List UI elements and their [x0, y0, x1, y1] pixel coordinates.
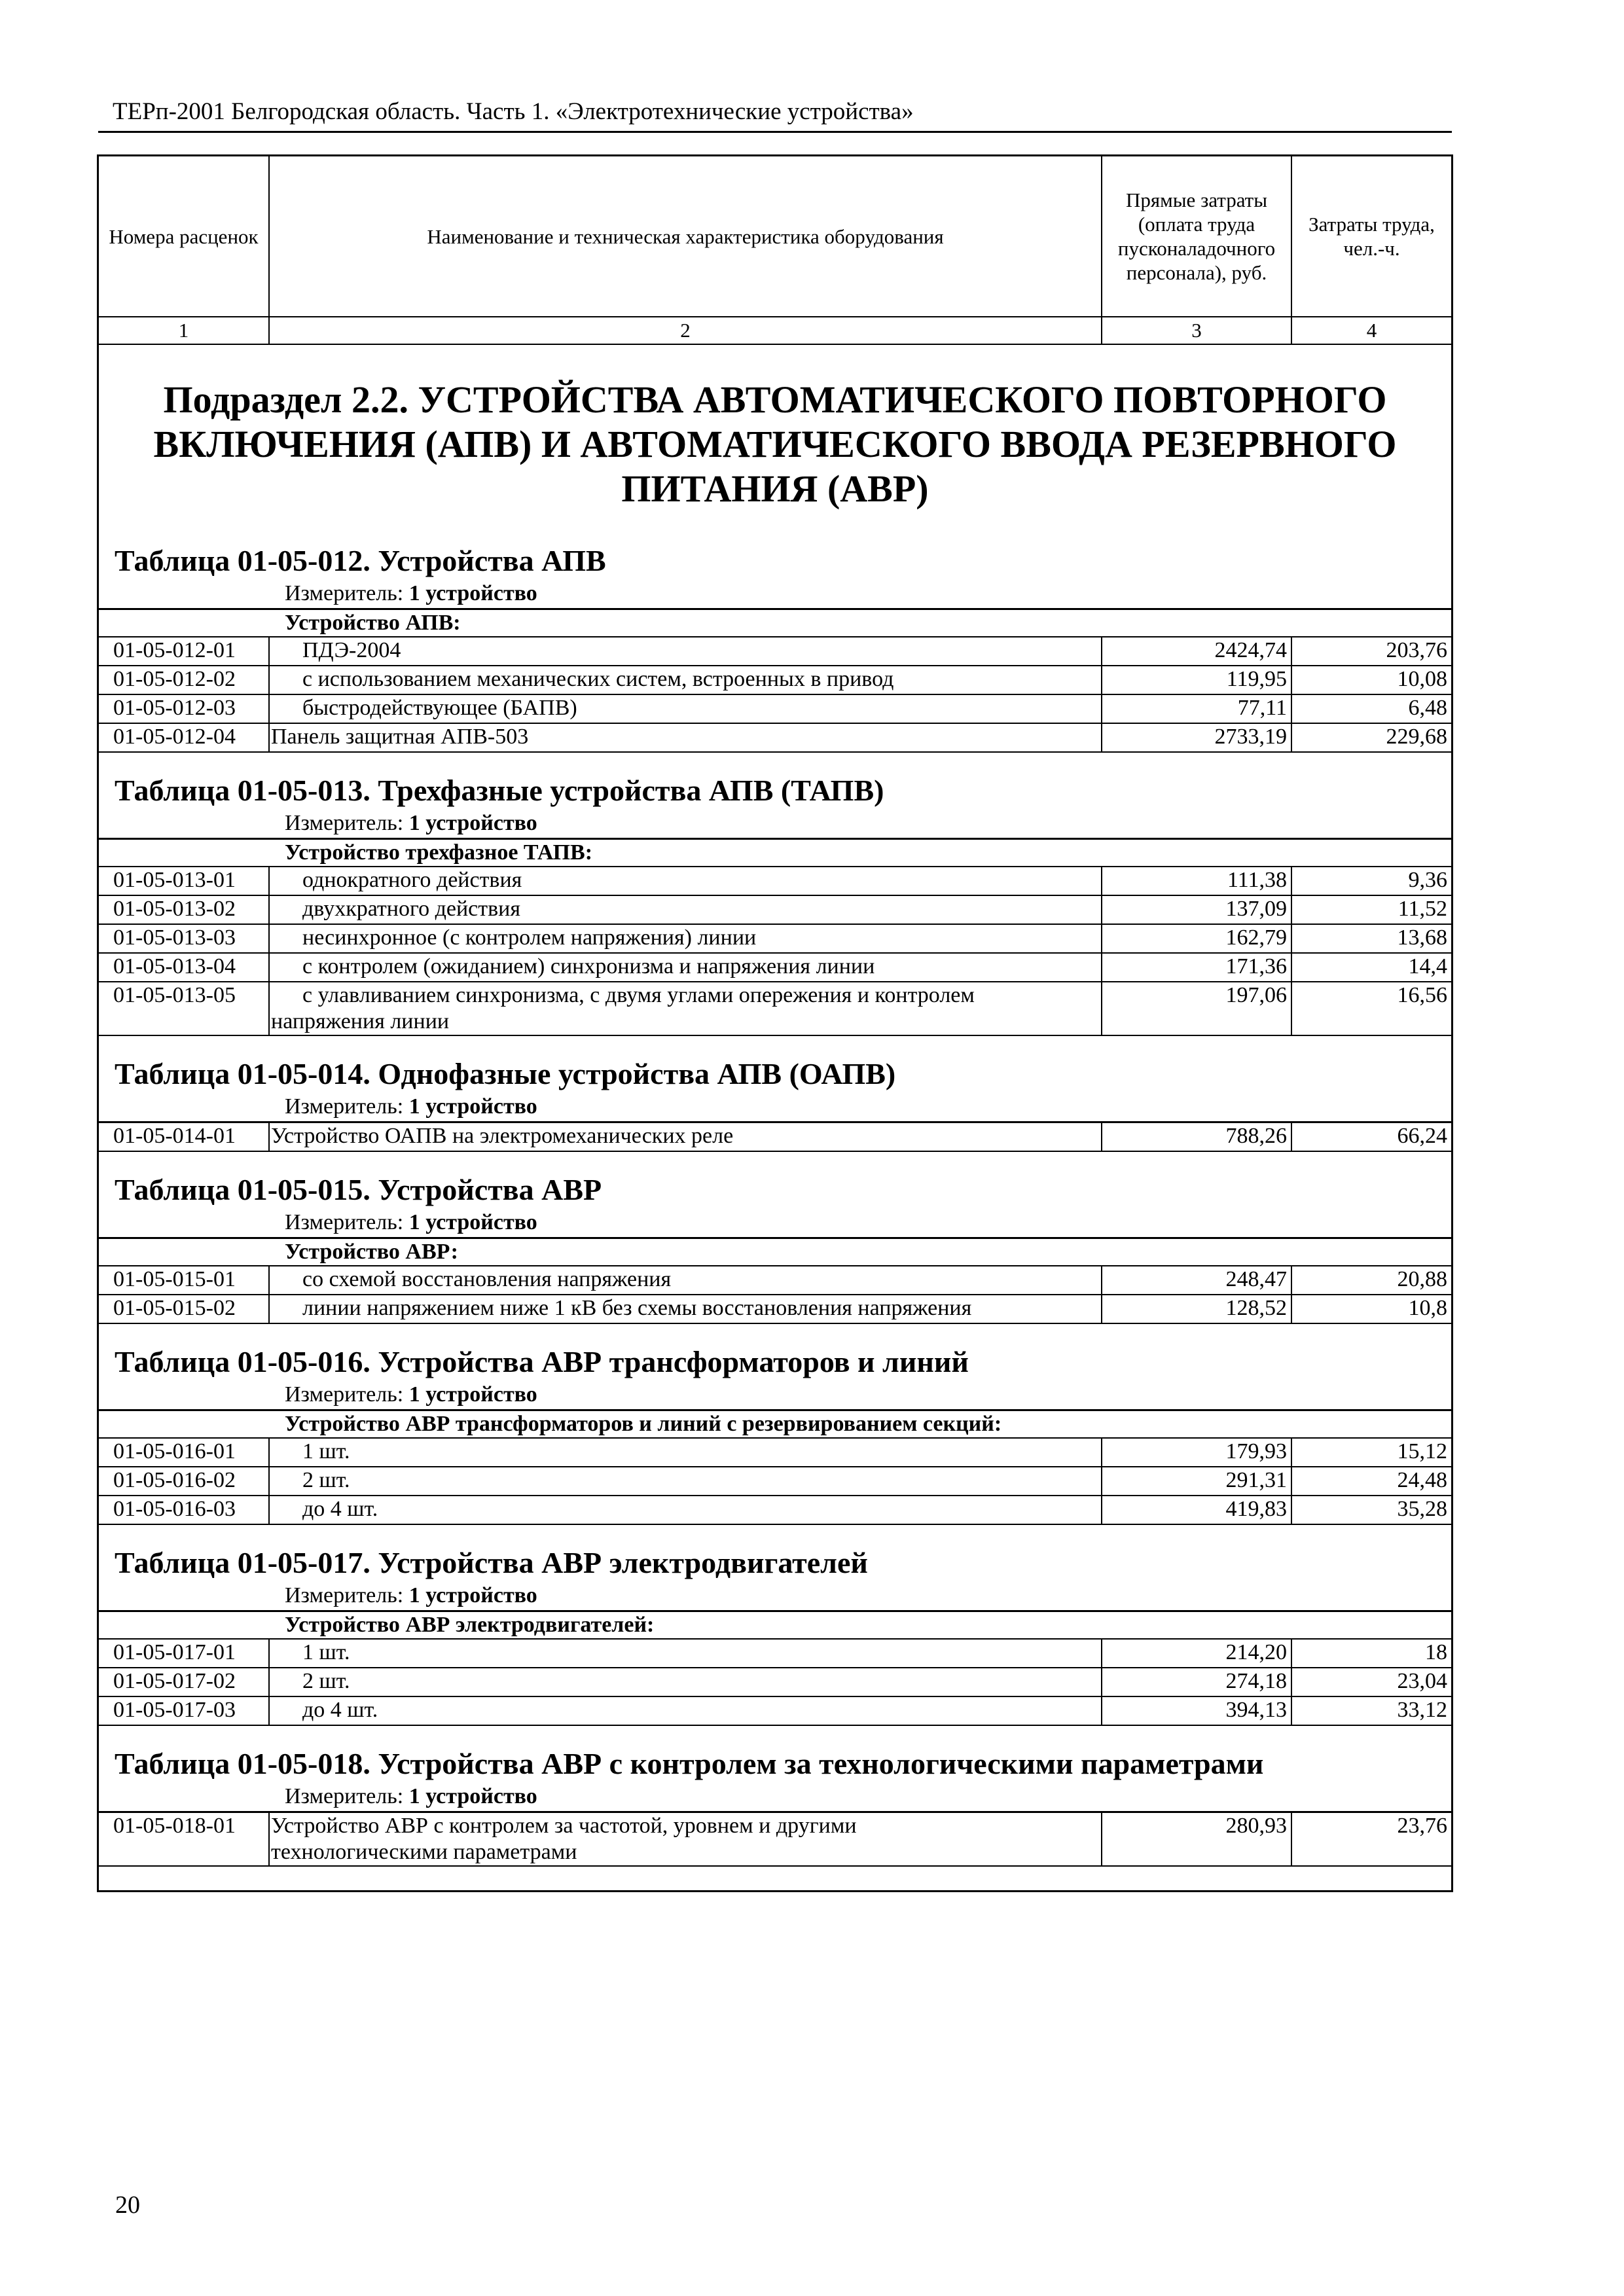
- table-title: Таблица 01-05-016. Устройства АВР трансформаторов и линий: [115, 1345, 969, 1378]
- equipment-name-text: Устройство АВР с контролем за частотой, уровнем и другими: [271, 1814, 857, 1838]
- column-header-codes: Номера расценок: [99, 156, 269, 317]
- equipment-name-text: 2 шт.: [302, 1468, 350, 1492]
- equipment-name-continuation: напряжения линии: [271, 1009, 450, 1033]
- table-row: [99, 723, 1451, 752]
- direct-cost: 419,83: [1102, 1496, 1291, 1524]
- labor-cost: 66,24: [1291, 1122, 1451, 1152]
- table-title: Таблица 01-05-018. Устройства АВР с контролем за технологическими параметрами: [115, 1747, 1264, 1780]
- measure-label: Измеритель:: [285, 811, 404, 835]
- labor-cost: 24,48: [1291, 1467, 1451, 1496]
- table-title: Таблица 01-05-013. Трехфазные устройства АПВ (ТАПВ): [115, 774, 884, 807]
- direct-cost: 171,36: [1102, 953, 1291, 982]
- price-table: [99, 838, 1451, 1036]
- equipment-name: [269, 953, 1102, 982]
- rate-code: 01-05-012-01: [99, 637, 269, 666]
- table-row: [99, 1639, 1451, 1668]
- equipment-name: [269, 1496, 1102, 1524]
- rate-code: 01-05-015-01: [99, 1266, 269, 1295]
- measure-unit: 1 устройство: [408, 811, 537, 835]
- rate-code: 01-05-017-02: [99, 1668, 269, 1696]
- direct-cost: 788,26: [1102, 1122, 1291, 1152]
- labor-cost: 229,68: [1291, 723, 1451, 752]
- labor-cost: 13,68: [1291, 924, 1451, 953]
- direct-cost: 162,79: [1102, 924, 1291, 953]
- price-table-block: [99, 1746, 1451, 1867]
- equipment-name: [269, 694, 1102, 723]
- equipment-name: [269, 1639, 1102, 1668]
- direct-cost: 77,11: [1102, 694, 1291, 723]
- group-label: Устройство АВР электродвигателей:: [99, 1611, 1451, 1640]
- tables-container: [99, 543, 1451, 1867]
- equipment-name: [269, 1812, 1102, 1867]
- column-number: 2: [269, 317, 1102, 344]
- measure-unit: 1 устройство: [408, 1094, 537, 1119]
- section-title: Подраздел 2.2. УСТРОЙСТВА АВТОМАТИЧЕСКОГО ПОВТОРНОГО ВКЛЮЧЕНИЯ (АПВ) И АВТОМАТИЧЕСКОГО ВВОДА РЕЗЕРВНОГО ПИТАНИЯ (АВР): [153, 378, 1397, 510]
- group-row: [99, 1611, 1451, 1640]
- rate-code: 01-05-012-02: [99, 666, 269, 694]
- price-table-block: [99, 772, 1451, 1036]
- equipment-name: [269, 1295, 1102, 1323]
- equipment-name-text: линии напряжением ниже 1 кВ без схемы восстановления напряжения: [302, 1296, 972, 1320]
- equipment-name-text: 2 шт.: [302, 1669, 350, 1693]
- labor-cost: 23,76: [1291, 1812, 1451, 1867]
- table-row: [99, 895, 1451, 924]
- labor-cost: 16,56: [1291, 982, 1451, 1035]
- equipment-name: [269, 982, 1102, 1035]
- table-title: Таблица 01-05-015. Устройства АВР: [115, 1173, 602, 1206]
- group-row: [99, 1410, 1451, 1439]
- equipment-name: [269, 1438, 1102, 1467]
- measure-unit: 1 устройство: [408, 1784, 537, 1808]
- direct-cost: 394,13: [1102, 1696, 1291, 1725]
- labor-cost: 11,52: [1291, 895, 1451, 924]
- rate-code: 01-05-013-03: [99, 924, 269, 953]
- equipment-name: [269, 1266, 1102, 1295]
- direct-cost: 119,95: [1102, 666, 1291, 694]
- table-row: [99, 666, 1451, 694]
- labor-cost: 15,12: [1291, 1438, 1451, 1467]
- column-number: 3: [1102, 317, 1291, 344]
- table-row: [99, 1668, 1451, 1696]
- measure-line: [99, 1092, 1451, 1121]
- labor-cost: 9,36: [1291, 867, 1451, 895]
- measure-unit: 1 устройство: [408, 1382, 537, 1407]
- table-row: [99, 1812, 1451, 1867]
- table-title: Таблица 01-05-012. Устройства АПВ: [115, 544, 606, 577]
- equipment-name-continuation: технологическими параметрами: [271, 1840, 577, 1864]
- measure-label: Измеритель:: [285, 1210, 404, 1234]
- column-number: 4: [1291, 317, 1451, 344]
- direct-cost: 248,47: [1102, 1266, 1291, 1295]
- measure-line: [99, 579, 1451, 608]
- equipment-name-text: несинхронное (с контролем напряжения) линии: [302, 925, 757, 950]
- table-row: [99, 867, 1451, 895]
- price-table-block: [99, 1545, 1451, 1726]
- equipment-name: [269, 895, 1102, 924]
- rate-code: 01-05-018-01: [99, 1812, 269, 1867]
- measure-line: [99, 1782, 1451, 1811]
- column-header-table: [99, 154, 1451, 345]
- equipment-name: [269, 666, 1102, 694]
- table-row: [99, 1438, 1451, 1467]
- group-label: Устройство АВР трансформаторов и линий с резервированием секций:: [99, 1410, 1451, 1439]
- table-title: Таблица 01-05-017. Устройства АВР электродвигателей: [115, 1546, 868, 1579]
- table-row: [99, 1266, 1451, 1295]
- labor-cost: 10,8: [1291, 1295, 1451, 1323]
- direct-cost: 214,20: [1102, 1639, 1291, 1668]
- labor-cost: 18: [1291, 1639, 1451, 1668]
- direct-cost: 128,52: [1102, 1295, 1291, 1323]
- measure-line: [99, 1208, 1451, 1237]
- table-row: [99, 637, 1451, 666]
- table-row: [99, 1696, 1451, 1725]
- column-header-name: Наименование и техническая характеристика оборудования: [269, 156, 1102, 317]
- table-row: [99, 982, 1451, 1035]
- direct-cost: 291,31: [1102, 1467, 1291, 1496]
- rate-code: 01-05-013-05: [99, 982, 269, 1035]
- rate-code: 01-05-013-01: [99, 867, 269, 895]
- price-table-block: [99, 1172, 1451, 1324]
- equipment-name-text: однократного действия: [302, 868, 522, 892]
- rate-code: 01-05-012-03: [99, 694, 269, 723]
- price-table-block: [99, 1056, 1451, 1152]
- rate-code: 01-05-017-03: [99, 1696, 269, 1725]
- equipment-name-text: с использованием механических систем, встроенных в привод: [302, 667, 894, 691]
- group-row: [99, 839, 1451, 867]
- measure-label: Измеритель:: [285, 1784, 404, 1808]
- rate-code: 01-05-016-03: [99, 1496, 269, 1524]
- measure-unit: 1 устройство: [408, 581, 537, 605]
- table-row: [99, 694, 1451, 723]
- labor-cost: 23,04: [1291, 1668, 1451, 1696]
- equipment-name: [269, 867, 1102, 895]
- table-row: [99, 1122, 1451, 1152]
- table-title: Таблица 01-05-014. Однофазные устройства АПВ (ОАПВ): [115, 1057, 896, 1090]
- equipment-name-text: с улавливанием синхронизма, с двумя углами опережения и контролем: [302, 983, 975, 1007]
- direct-cost: 2424,74: [1102, 637, 1291, 666]
- labor-cost: 35,28: [1291, 1496, 1451, 1524]
- measure-line: [99, 1380, 1451, 1409]
- equipment-name: [269, 637, 1102, 666]
- table-row: [99, 1295, 1451, 1323]
- table-row: [99, 1467, 1451, 1496]
- direct-cost: 179,93: [1102, 1438, 1291, 1467]
- rate-code: 01-05-012-04: [99, 723, 269, 752]
- direct-cost: 2733,19: [1102, 723, 1291, 752]
- document-frame: [97, 154, 1453, 1892]
- labor-cost: 14,4: [1291, 953, 1451, 982]
- direct-cost: 137,09: [1102, 895, 1291, 924]
- measure-label: Измеритель:: [285, 1583, 404, 1607]
- equipment-name-text: ПДЭ-2004: [302, 638, 401, 662]
- measure-line: [99, 809, 1451, 838]
- labor-cost: 33,12: [1291, 1696, 1451, 1725]
- equipment-name: [269, 723, 1102, 752]
- equipment-name: [269, 1668, 1102, 1696]
- header-rule: [98, 131, 1452, 133]
- rate-code: 01-05-016-01: [99, 1438, 269, 1467]
- running-header: ТЕРп-2001 Белгородская область. Часть 1. «Электротехнические устройства»: [113, 98, 914, 125]
- equipment-name: [269, 1467, 1102, 1496]
- direct-cost: 274,18: [1102, 1668, 1291, 1696]
- rate-code: 01-05-015-02: [99, 1295, 269, 1323]
- column-header-labor: Затраты труда, чел.-ч.: [1291, 156, 1451, 317]
- direct-cost: 280,93: [1102, 1812, 1291, 1867]
- price-table: [99, 1610, 1451, 1726]
- group-label: Устройство АПВ:: [99, 609, 1451, 637]
- equipment-name-text: со схемой восстановления напряжения: [302, 1267, 672, 1291]
- group-label: Устройство АВР:: [99, 1238, 1451, 1266]
- measure-unit: 1 устройство: [408, 1210, 537, 1234]
- price-table: [99, 1237, 1451, 1324]
- price-table: [99, 1409, 1451, 1525]
- measure-label: Измеритель:: [285, 1382, 404, 1407]
- equipment-name: [269, 1122, 1102, 1152]
- measure-line: [99, 1581, 1451, 1610]
- equipment-name-text: двухкратного действия: [302, 897, 520, 921]
- equipment-name-text: с контролем (ожиданием) синхронизма и напряжения линии: [302, 954, 875, 978]
- labor-cost: 203,76: [1291, 637, 1451, 666]
- direct-cost: 111,38: [1102, 867, 1291, 895]
- equipment-name: [269, 1696, 1102, 1725]
- equipment-name-text: до 4 шт.: [302, 1698, 378, 1722]
- price-table-block: [99, 543, 1451, 753]
- price-table: [99, 1811, 1451, 1867]
- column-header-cost: Прямые затраты (оплата труда пусконаладочного персонала), руб.: [1102, 156, 1291, 317]
- equipment-name-text: до 4 шт.: [302, 1497, 378, 1521]
- direct-cost: 197,06: [1102, 982, 1291, 1035]
- labor-cost: 6,48: [1291, 694, 1451, 723]
- group-row: [99, 1238, 1451, 1266]
- measure-unit: 1 устройство: [408, 1583, 537, 1607]
- rate-code: 01-05-013-02: [99, 895, 269, 924]
- rate-code: 01-05-016-02: [99, 1467, 269, 1496]
- labor-cost: 10,08: [1291, 666, 1451, 694]
- page-number: 20: [115, 2191, 140, 2219]
- price-table: [99, 608, 1451, 753]
- equipment-name-text: 1 шт.: [302, 1640, 350, 1664]
- price-table: [99, 1121, 1451, 1152]
- rate-code: 01-05-017-01: [99, 1639, 269, 1668]
- equipment-name-text: быстродействующее (БАПВ): [302, 696, 577, 720]
- equipment-name-text: Панель защитная АПВ-503: [271, 725, 529, 749]
- equipment-name-text: Устройство ОАПВ на электромеханических реле: [271, 1124, 734, 1148]
- labor-cost: 20,88: [1291, 1266, 1451, 1295]
- measure-label: Измеритель:: [285, 1094, 404, 1119]
- equipment-name-text: 1 шт.: [302, 1439, 350, 1463]
- column-number: 1: [99, 317, 269, 344]
- group-row: [99, 609, 1451, 637]
- rate-code: 01-05-014-01: [99, 1122, 269, 1152]
- equipment-name: [269, 924, 1102, 953]
- rate-code: 01-05-013-04: [99, 953, 269, 982]
- price-table-block: [99, 1344, 1451, 1525]
- table-row: [99, 1496, 1451, 1524]
- measure-label: Измеритель:: [285, 581, 404, 605]
- table-row: [99, 924, 1451, 953]
- group-label: Устройство трехфазное ТАПВ:: [99, 839, 1451, 867]
- table-row: [99, 953, 1451, 982]
